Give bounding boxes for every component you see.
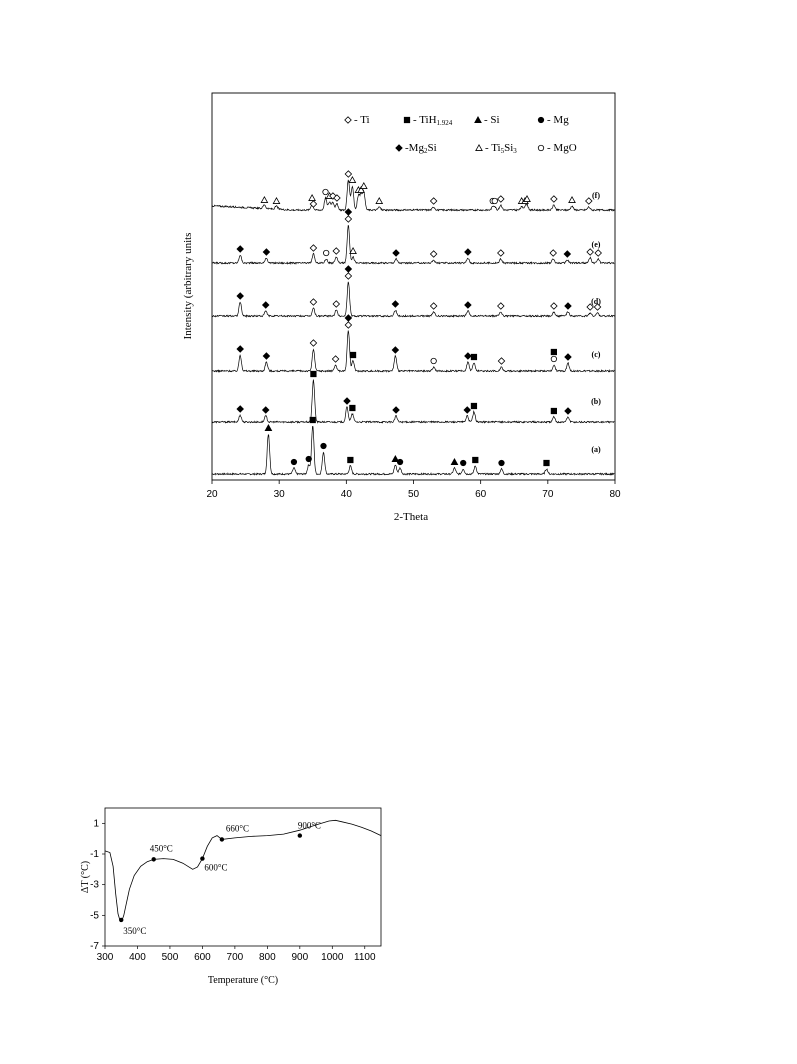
dta-chart: [80, 808, 381, 986]
xrd-peak-marker: [345, 209, 351, 215]
legend-symbol: [538, 117, 543, 122]
legend-symbol: [396, 145, 402, 151]
dta-annotation-label: 900°C: [297, 820, 321, 831]
xrd-x-tick-label: 70: [542, 489, 554, 500]
xrd-peak-marker: [237, 346, 243, 352]
xrd-peak-marker: [345, 315, 351, 321]
xrd-legend: [345, 114, 577, 155]
xrd-peak-marker: [263, 249, 269, 255]
xrd-peak-marker: [564, 251, 570, 257]
dta-x-tick-label: 400: [129, 952, 146, 963]
xrd-trace-d: [212, 282, 614, 317]
dta-annotation-label: 450°C: [149, 843, 173, 854]
legend-label: - Si: [484, 114, 500, 126]
dta-x-tick-label: 1100: [354, 952, 376, 963]
xrd-trace-a: [212, 426, 614, 474]
dta-point: [220, 837, 224, 841]
xrd-peak-marker: [350, 352, 355, 357]
xrd-peak-marker: [345, 273, 351, 279]
legend-symbol: [404, 117, 409, 122]
xrd-trace-label: (c): [591, 350, 601, 359]
xrd-peak-marker: [263, 302, 269, 308]
xrd-peak-marker: [471, 403, 476, 408]
xrd-trace-label: (e): [591, 240, 601, 249]
dta-y-tick-label: -7: [90, 941, 99, 952]
xrd-traces: [212, 180, 614, 475]
dta-y-tick-label: -5: [90, 910, 99, 922]
xrd-peak-marker: [345, 322, 351, 328]
xrd-peak-marker: [310, 245, 316, 251]
xrd-peak-marker: [471, 354, 476, 359]
xrd-peak-marker: [237, 293, 243, 299]
xrd-peak-marker: [393, 250, 399, 256]
dta-y-tick-label: -1: [90, 849, 99, 860]
xrd-peak-marker: [465, 249, 471, 255]
xrd-peak-marker: [392, 301, 398, 307]
xrd-peak-marker: [551, 349, 556, 354]
xrd-peak-marker: [310, 340, 316, 346]
dta-x-tick-label: 700: [226, 952, 244, 963]
xrd-peak-marker: [451, 459, 457, 465]
xrd-peak-marker: [344, 398, 350, 404]
xrd-peak-marker: [465, 353, 471, 359]
xrd-peak-marker: [345, 171, 351, 177]
xrd-x-tick-label: 40: [340, 489, 352, 500]
xrd-x-tick-label: 20: [206, 489, 218, 500]
xrd-peak-marker: [350, 248, 356, 254]
xrd-peak-marker: [361, 183, 367, 189]
legend-label: -Mg2Si: [405, 142, 437, 155]
xrd-trace-b: [212, 380, 614, 423]
xrd-peak-marker: [431, 358, 436, 363]
xrd-peak-marker: [291, 459, 296, 464]
dta-ticks: [90, 818, 376, 963]
xrd-peak-marker: [261, 197, 267, 203]
xrd-peak-marker: [332, 356, 338, 362]
xrd-peak-marker: [569, 197, 575, 203]
xrd-peak-marker: [430, 303, 436, 309]
xrd-trace-e: [212, 225, 614, 264]
legend-label: - Ti5Si3: [485, 142, 517, 155]
xrd-peak-marker: [595, 250, 601, 256]
xrd-peak-marker: [465, 302, 471, 308]
xrd-peak-marker: [273, 198, 279, 204]
dta-x-axis-label: Temperature (°C): [207, 975, 279, 986]
xrd-trace-label: (f): [592, 191, 600, 200]
xrd-peak-marker: [498, 303, 504, 309]
dta-y-axis-label: ΔT (°C): [80, 860, 91, 894]
dta-x-tick-label: 900: [291, 952, 309, 963]
xrd-peak-marker: [237, 246, 243, 252]
xrd-x-tick-label: 80: [609, 489, 621, 500]
xrd-peak-marker: [323, 250, 328, 255]
legend-symbol: [538, 145, 543, 150]
xrd-peak-marker: [498, 358, 504, 364]
xrd-peak-marker: [310, 417, 315, 422]
xrd-peak-marker: [460, 460, 465, 465]
xrd-peak-marker: [311, 371, 316, 376]
dta-x-tick-label: 800: [259, 952, 276, 963]
xrd-peak-marker: [323, 189, 328, 194]
xrd-peak-marker: [321, 443, 326, 448]
xrd-x-tick-label: 30: [273, 489, 285, 500]
xrd-peak-marker: [345, 266, 351, 272]
xrd-x-axis-label: 2-Theta: [393, 511, 429, 523]
xrd-x-tick-label: 50: [407, 489, 420, 500]
xrd-peak-marker: [551, 356, 556, 361]
xrd-peak-marker: [430, 251, 436, 257]
dta-y-tick-label: 1: [93, 818, 99, 830]
legend-label: - Mg: [547, 114, 569, 126]
xrd-peak-marker: [345, 216, 351, 222]
xrd-x-tick-label: 60: [475, 489, 487, 500]
xrd-peak-marker: [550, 250, 556, 256]
xrd-peak-marker: [565, 303, 571, 309]
xrd-peak-marker: [397, 459, 402, 464]
legend-symbol: [476, 145, 482, 151]
xrd-peak-marker: [376, 198, 382, 204]
xrd-peak-marker: [565, 408, 571, 414]
xrd-trace-label: (a): [591, 445, 601, 454]
xrd-peak-marker: [263, 353, 269, 359]
xrd-peak-marker: [565, 354, 571, 360]
dta-point: [119, 918, 123, 922]
xrd-peak-marker: [551, 196, 557, 202]
xrd-peak-marker: [498, 196, 504, 202]
xrd-peak-marker: [309, 195, 315, 201]
xrd-peak-marker: [333, 248, 339, 254]
legend-label: - MgO: [547, 142, 577, 154]
xrd-x-ticks: [206, 480, 621, 500]
xrd-peak-marker: [349, 177, 355, 183]
xrd-peak-marker: [265, 425, 271, 431]
dta-point: [152, 857, 156, 861]
xrd-peak-marker: [333, 301, 339, 307]
xrd-peak-marker: [306, 456, 311, 461]
dta-point: [298, 833, 302, 837]
dta-annotation-label: 600°C: [204, 862, 228, 873]
xrd-trace-label: (d): [591, 297, 601, 306]
dta-x-tick-label: 1000: [321, 952, 344, 963]
xrd-peak-marker: [430, 198, 436, 204]
legend-symbol: [475, 117, 481, 123]
xrd-chart: [182, 93, 621, 523]
dta-annotation-label: 350°C: [123, 925, 147, 936]
xrd-peak-marker: [473, 457, 478, 462]
xrd-peak-marker: [392, 347, 398, 353]
xrd-peak-marker: [492, 198, 497, 203]
xrd-peak-marker: [551, 408, 556, 413]
xrd-peak-marker: [237, 406, 243, 412]
dta-point: [200, 856, 204, 860]
xrd-peak-marker: [350, 405, 355, 410]
xrd-peak-marker: [464, 407, 470, 413]
xrd-trace-label: (b): [591, 397, 601, 406]
xrd-peak-marker: [310, 299, 316, 305]
xrd-peak-marker: [499, 460, 504, 465]
dta-x-tick-label: 500: [161, 952, 179, 963]
dta-y-tick-label: -3: [90, 879, 99, 891]
xrd-peak-marker: [587, 249, 593, 255]
xrd-trace-labels: [591, 191, 601, 454]
dta-curve: [105, 820, 381, 921]
xrd-peak-marker: [393, 407, 399, 413]
dta-annotation-label: 660°C: [225, 823, 250, 834]
xrd-y-axis-label: Intensity (arbitrary units: [182, 232, 194, 340]
dta-x-tick-label: 600: [194, 952, 211, 963]
xrd-peak-marker: [544, 460, 549, 465]
xrd-peak-marker: [551, 303, 557, 309]
legend-label: - Ti: [354, 114, 370, 126]
dta-x-tick-label: 300: [96, 952, 114, 963]
xrd-peak-marker: [263, 407, 269, 413]
xrd-peak-marker: [498, 250, 504, 256]
legend-label: - TiH1.924: [413, 114, 453, 127]
legend-symbol: [345, 117, 351, 123]
xrd-peak-marker: [348, 457, 353, 462]
